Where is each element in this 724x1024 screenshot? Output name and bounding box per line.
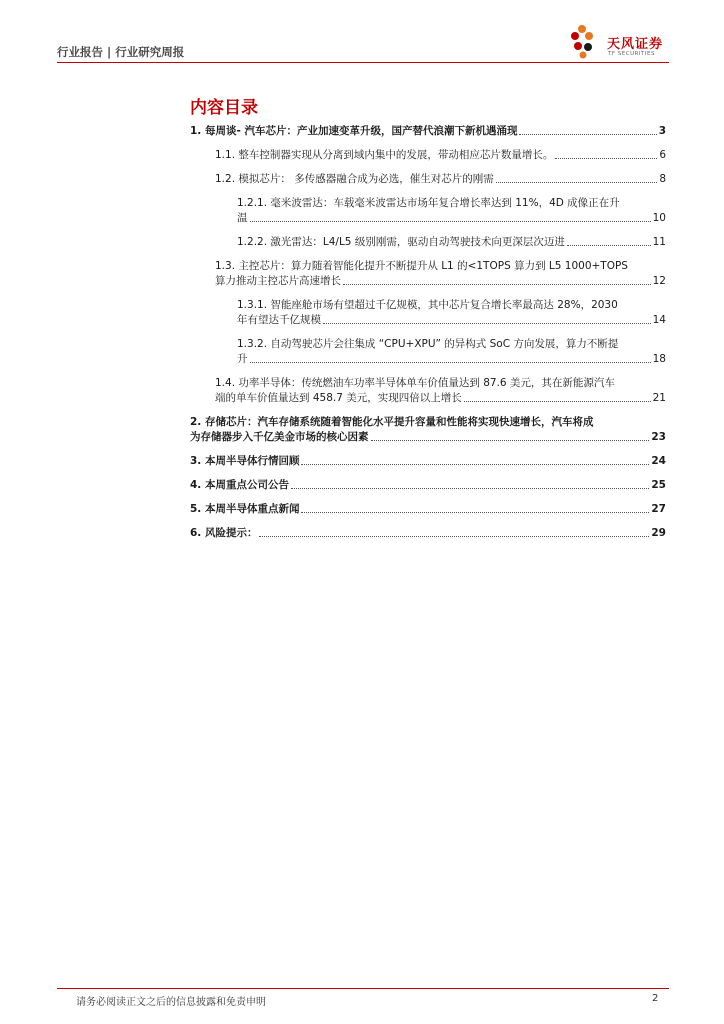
toc-entry[interactable]: 4. 本周重点公司公告 25	[190, 479, 666, 491]
logo-subtitle: TF SECURITIES	[608, 51, 655, 57]
toc-page-number: 14	[652, 314, 666, 326]
footer-disclaimer: 请务必阅读正文之后的信息披露和免责申明	[76, 997, 266, 1008]
toc-entry[interactable]: 6. 风险提示： 29	[190, 527, 666, 539]
toc-entry[interactable]: 1.2.1. 毫米波雷达：车载毫米波雷达市场年复合增长率达到 11%，4D 成像正在升 温 10	[237, 197, 666, 224]
logo-mark-icon	[571, 25, 593, 59]
toc-page-number: 3	[658, 125, 666, 137]
toc-entry[interactable]: 1.4. 功率半导体：传统燃油车功率半导体单车价值量达到 87.6 美元，其在新能源汽车 端的单车价值量达到 458.7 美元，实现四倍以上增长 21	[215, 377, 666, 404]
toc-entry[interactable]: 1.3.2. 自动驾驶芯片会往集成 “CPU+XPU” 的异构式 SoC 方向发展，算力不断提 升 18	[237, 338, 666, 365]
toc-entry[interactable]: 1.3.1. 智能座舱市场有望超过千亿规模，其中芯片复合增长率最高达 28%，2030 年有望达千亿规模 14	[237, 299, 666, 326]
toc-page-number: 18	[652, 353, 666, 365]
toc-entry[interactable]: 1. 每周谈- 汽车芯片：产业加速变革升级，国产替代浪潮下新机遇涌现 3	[190, 125, 666, 137]
toc-list	[190, 124, 666, 541]
footer-divider	[57, 988, 669, 989]
toc-entry[interactable]: 3. 本周半导体行情回顾 24	[190, 455, 666, 467]
toc-page-number: 21	[652, 392, 666, 404]
toc-page-number: 25	[651, 479, 666, 491]
toc-entry[interactable]: 2. 存储芯片：汽车存储系统随着智能化水平提升容量和性能将实现快速增长，汽车将成 为存储器步入千亿美金市场的核心因素 23	[190, 416, 666, 443]
toc-page-number: 29	[651, 527, 666, 539]
toc-entry[interactable]: 5. 本周半导体重点新闻 27	[190, 503, 666, 515]
toc-page-number: 11	[652, 236, 666, 248]
toc-page-number: 10	[652, 212, 666, 224]
toc-page-number: 6	[659, 149, 666, 161]
page-number: 2	[652, 993, 659, 1004]
toc-entry[interactable]: 1.2.2. 激光雷达：L4/L5 级别刚需，驱动自动驾驶技术向更深层次迈进 11	[237, 236, 666, 248]
toc-heading: 内容目录	[190, 98, 258, 118]
toc-page-number: 12	[652, 275, 666, 287]
report-type-label: 行业报告 | 行业研究周报	[57, 45, 185, 59]
toc-page-number: 23	[651, 431, 666, 443]
toc-page-number: 8	[659, 173, 666, 185]
toc-entry[interactable]: 1.2. 模拟芯片： 多传感器融合成为必选，催生对芯片的刚需 8	[215, 173, 666, 185]
toc-page-number: 27	[651, 503, 666, 515]
toc-entry[interactable]: 1.1. 整车控制器实现从分离到域内集中的发展，带动相应芯片数量增长。 6	[215, 149, 666, 161]
toc-entry[interactable]: 1.3. 主控芯片：算力随着智能化提升不断提升从 L1 的<1TOPS 算力到 L5 1000+TOPS 算力推动主控芯片高速增长 12	[215, 260, 666, 287]
logo-name: 天风证券	[607, 37, 664, 52]
toc-page-number: 24	[651, 455, 666, 467]
header-divider	[57, 62, 669, 63]
